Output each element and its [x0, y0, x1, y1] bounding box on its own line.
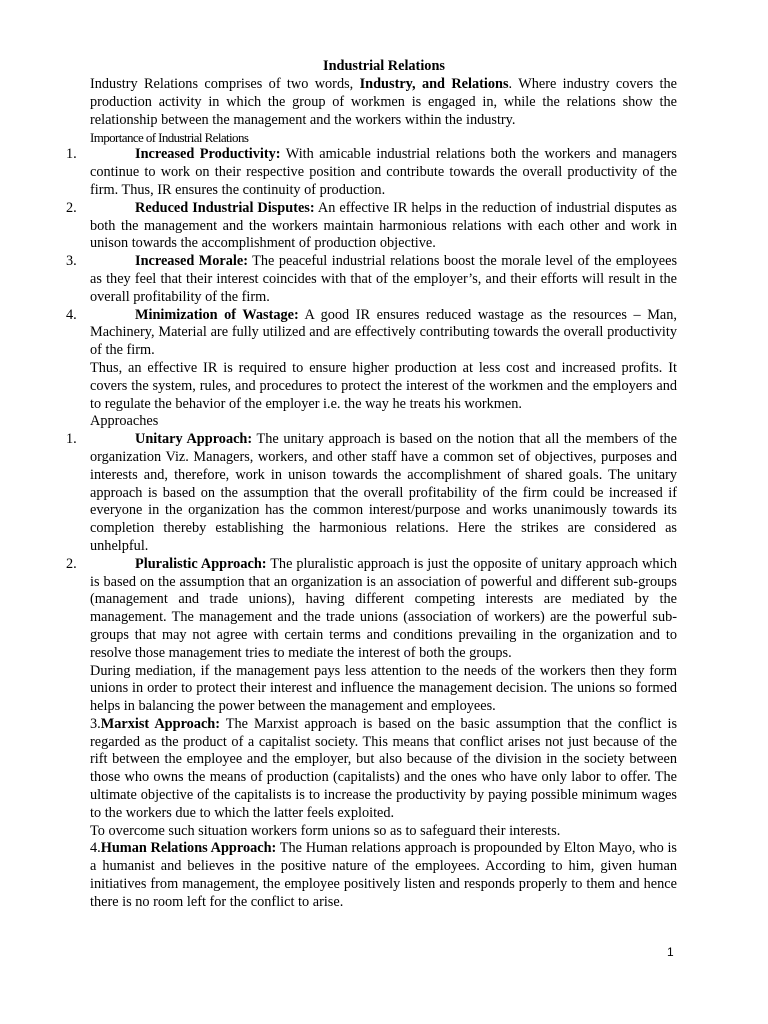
item-number: 1.: [66, 431, 77, 448]
item-heading: Increased Productivity:: [135, 146, 281, 163]
page-number: 1: [667, 945, 674, 959]
importance-item-2: [66, 199, 677, 253]
item-number: 4.: [66, 306, 77, 323]
intro-text-end: . Where industry covers the production activity in which the group of workmen is engaged in, while the relations show the relationship between the management and the workers within the industry.: [90, 76, 677, 128]
item-text: The peaceful industrial relations boost the morale level of the employees as they feel that their interest coincides with that of the employer’s, and their efforts will result in the overall profitability of the firm.: [90, 253, 678, 305]
item-text: A good IR ensures reduced wastage as the resources – Man, Machinery, Material are fully utilized and are effectively contributing towards the overall productivity of the firm.: [90, 306, 677, 359]
item-number: 4.: [90, 840, 101, 857]
importance-item-1: [66, 146, 677, 199]
item-number: 3.: [90, 715, 101, 732]
item-heading: Increased Morale:: [135, 253, 248, 270]
importance-item-4: [66, 306, 677, 360]
item-text: With amicable industrial relations both the workers and managers continue to work on their respective position and contribute towards the overall productivity of the firm. Thus, IR ensures the continuity of production.: [90, 146, 677, 198]
intro-text: Industry Relations comprises of two words,: [90, 76, 360, 92]
item-number: 2.: [66, 555, 77, 572]
item-heading: Pluralistic Approach:: [135, 555, 267, 572]
item-text: The Human relations approach is propounded by Elton Mayo, who is a humanist and believes in the positive nature of the employees. According to him, given human initiatives from management, the employee positively listen and responds properly to them and hence there is no room left for the conflict to arise.: [90, 840, 677, 910]
item-heading: Human Relations Approach:: [100, 840, 277, 857]
overcome-paragraph: To overcome such situation workers form unions so as to safeguard their interests.: [90, 822, 561, 839]
item-number: 3.: [66, 253, 77, 270]
item-text: The pluralistic approach is just the opposite of unitary approach which is based on the assumption that an organization is an association of powerful and different sub-groups (management and trade unions), having different competing interests are mediated by the management. The management and the trade unions (association of workers) are the powerful sub-groups that may not agree with certain terms and conditions prevailing in the organization and to resolve those management tries to mediate the interest of both the groups.: [90, 555, 677, 661]
item-heading: Unitary Approach:: [135, 431, 253, 448]
human-relations-paragraph: [90, 840, 677, 911]
approach-item-1: [66, 431, 678, 556]
item-text: The Marxist approach is based on the basic assumption that the conflict is regarded as the product of a capitalist society. This means that conflict arises not just because of the rift between the employee and the employer, but also because of the division in the society between those who owns the means of production (capitalists) and the ones who have only labor to offer. The ultimate objective of the capitalists is to increase the productivity by paying possible minimum wages to the workers due to which the latter feels exploited.: [90, 715, 678, 821]
document-title: Industrial Relations: [323, 58, 445, 74]
intro-bold: Industry, and Relations: [359, 76, 509, 92]
intro-paragraph: [90, 76, 677, 129]
item-heading: Marxist Approach:: [100, 715, 221, 732]
item-text: The unitary approach is based on the notion that all the members of the organization Viz. Managers, workers, and other staff have a common set of objectives, purposes and interests and, therefore, work in unison towards the accomplishment of shared goals. The unitary approach is based on the assumption that the overall profitability of the firm could be increased if everyone in the organization has the common interest/purpose and works unanimously towards its completion thereby establishing the harmonious relations. Here the strikes are considered as unhelpful.: [90, 431, 678, 554]
marxist-paragraph: [90, 716, 677, 823]
item-heading: Minimization of Wastage:: [135, 306, 299, 323]
approach-item-2: [66, 555, 677, 663]
item-number: 2.: [66, 199, 77, 216]
document-body: [66, 76, 678, 912]
importance-item-3: [66, 253, 678, 306]
summary-paragraph: Thus, an effective IR is required to ensure higher production at less cost and increased profits. It covers the system, rules, and procedures to protect the interest of the workmen and the employers and to regulate the behavior of the employer i.e. the way he treats his workmen.: [90, 359, 677, 412]
item-number: 1.: [66, 146, 77, 163]
item-text: An effective IR helps in the reduction of industrial disputes as both the management and the workers maintain harmonious relations with each other and work in unison towards the accomplishment of production objective.: [90, 199, 677, 252]
mediation-paragraph: During mediation, if the management pays less attention to the needs of the workers then they form unions in order to protect their interest and influence the management decision. The unions so formed helps in balancing the power between the management and employees.: [90, 662, 677, 715]
item-heading: Reduced Industrial Disputes:: [135, 199, 315, 216]
importance-heading: Importance of Industrial Relations: [90, 130, 249, 146]
approaches-heading: Approaches: [90, 413, 159, 430]
